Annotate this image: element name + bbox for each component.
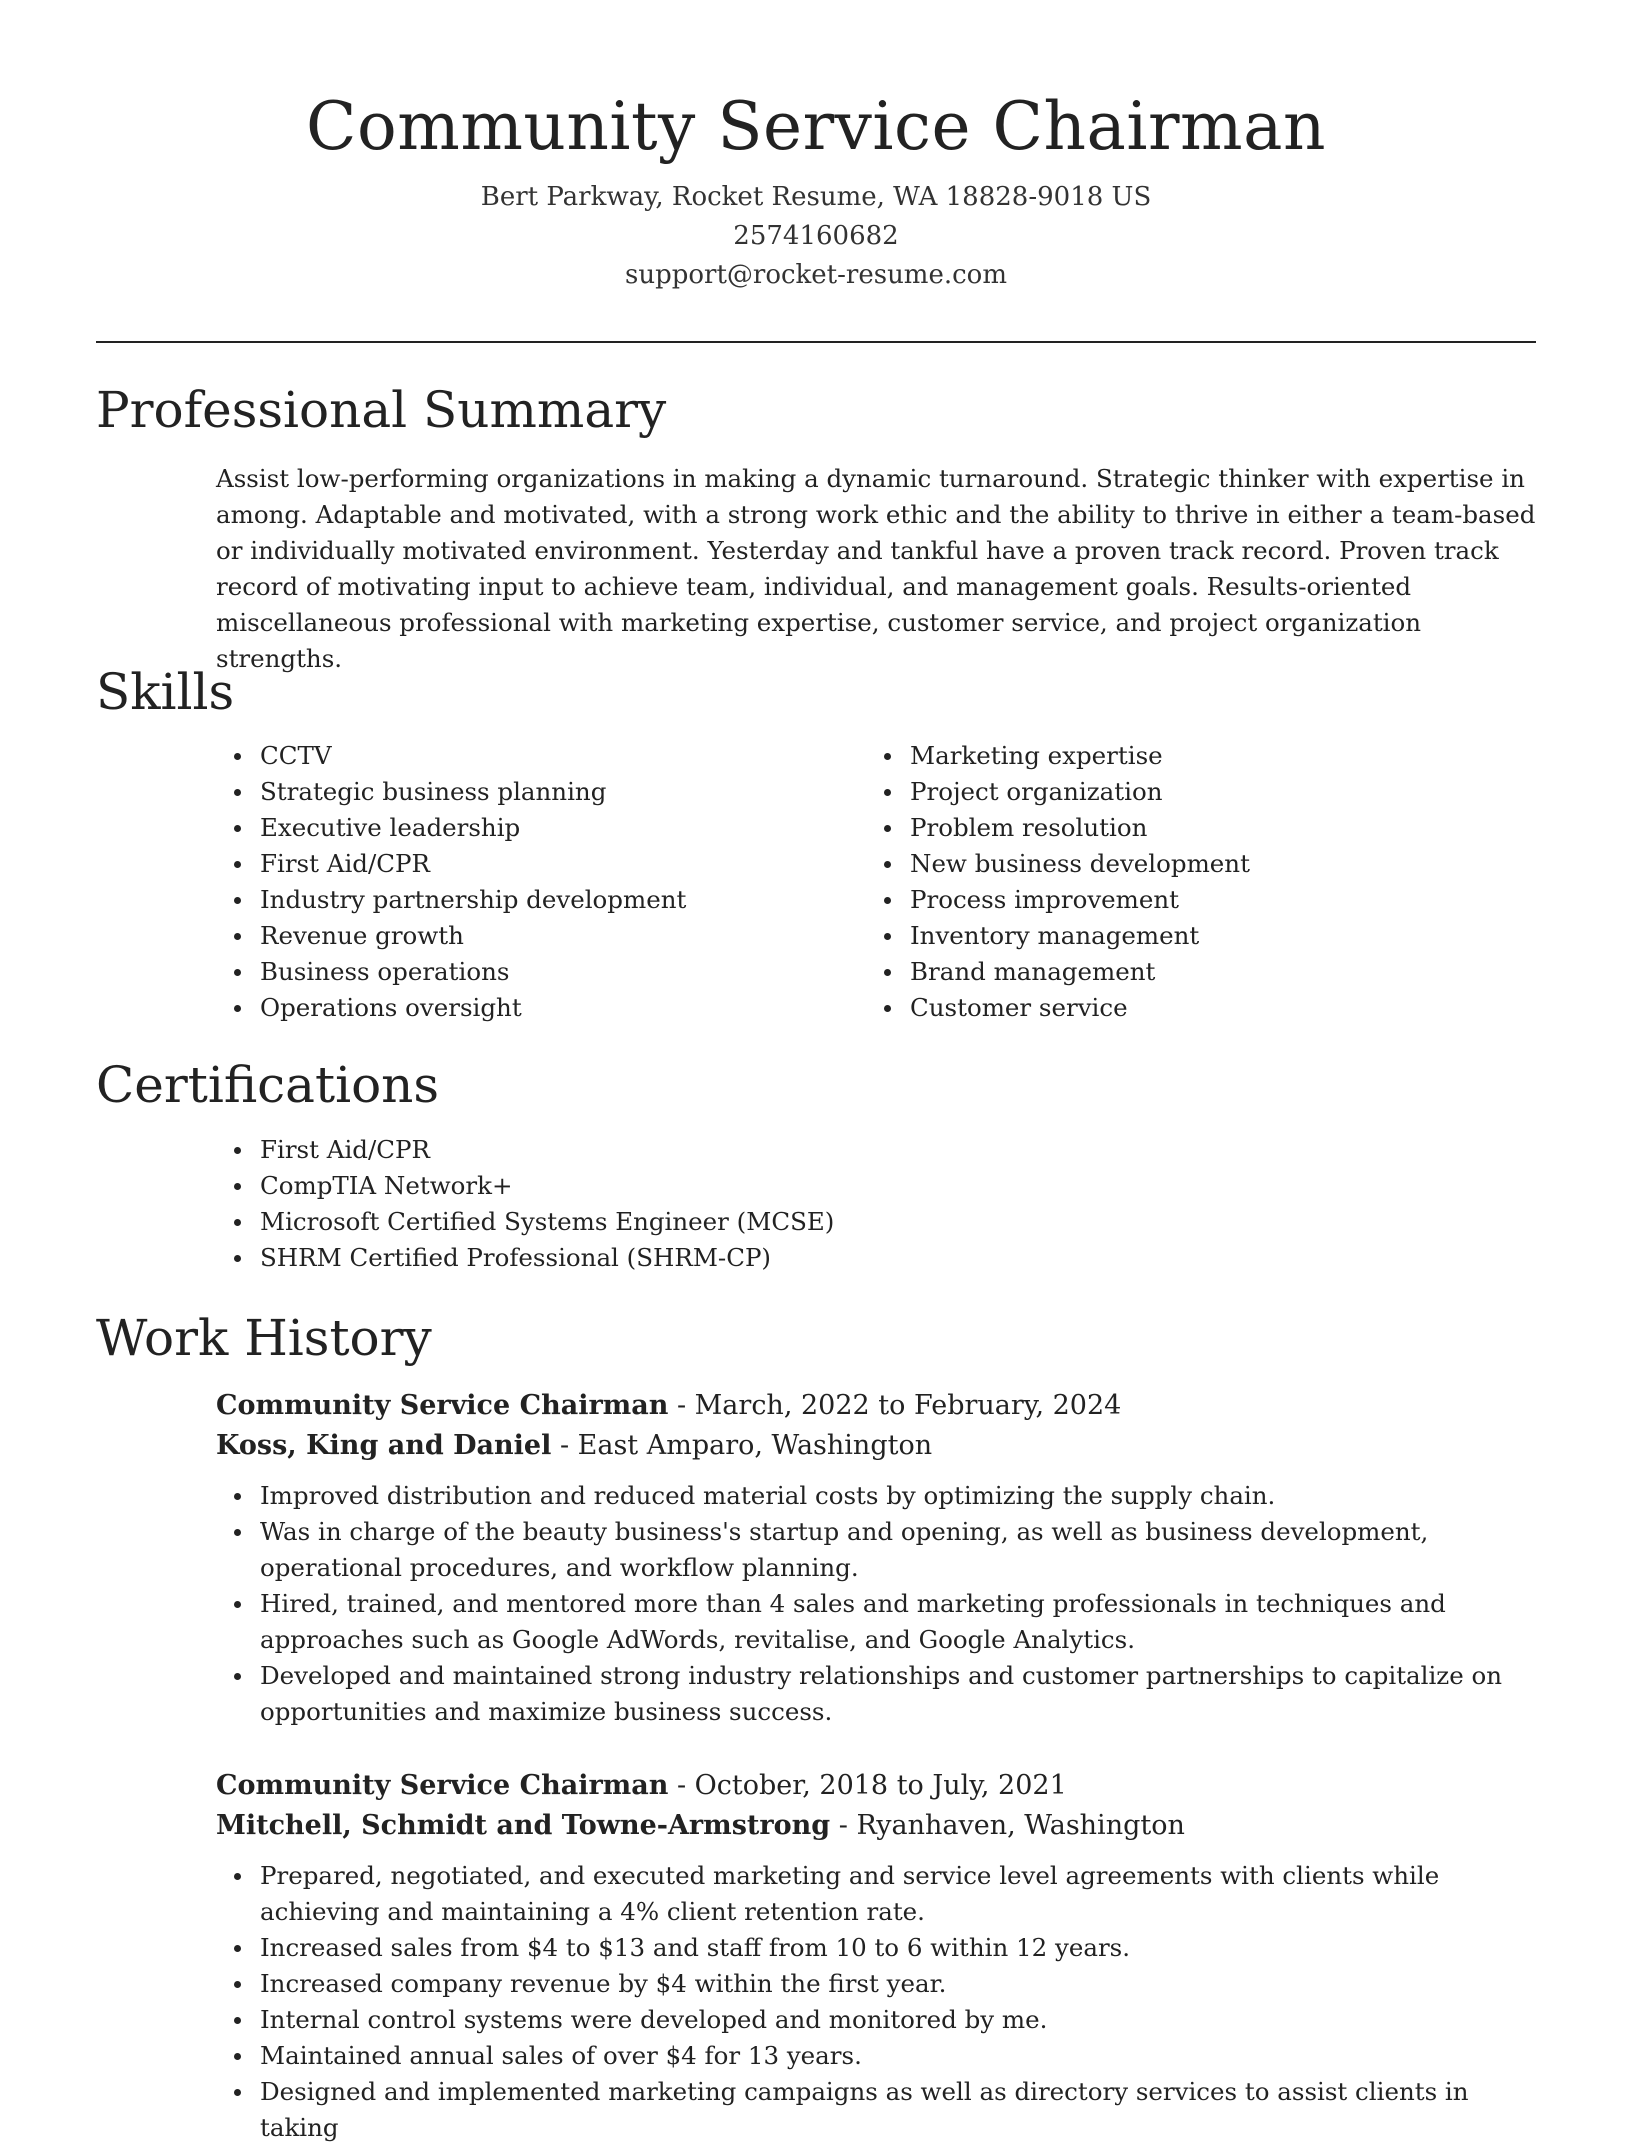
skill-item: Business operations	[216, 954, 686, 990]
job-bullet: Prepared, negotiated, and executed marketing and service level agreements with clients while achieving and maintaining a 4% client retention rate.	[216, 1858, 1536, 1930]
skill-item: Operations oversight	[216, 990, 686, 1026]
job-dates: - October, 2018 to July, 2021	[668, 1770, 1067, 1801]
skills-list-right	[866, 738, 1250, 1026]
section-title-summary: Professional Summary	[96, 381, 667, 439]
skill-item: Brand management	[866, 954, 1250, 990]
job-company-line	[216, 1806, 1536, 1846]
skills-list-left	[216, 738, 686, 1026]
candidate-name: Community Service Chairman	[306, 88, 1326, 165]
skill-item: Industry partnership development	[216, 882, 686, 918]
job-title-line	[216, 1766, 1536, 1806]
certifications-list	[216, 1132, 834, 1276]
job-bullet: Developed and maintained strong industry relationships and customer partnerships to capitalize on opportunities and maximize business success.	[216, 1658, 1536, 1730]
job-bullet: Was in charge of the beauty business's startup and opening, as well as business development, operational procedures, and workflow planning.	[216, 1514, 1536, 1586]
section-title-work-history: Work History	[96, 1309, 432, 1367]
job-bullets	[216, 1478, 1536, 1730]
section-title-certifications: Certifications	[96, 1056, 440, 1114]
skill-item: Inventory management	[866, 918, 1250, 954]
certification-item: CompTIA Network+	[216, 1168, 834, 1204]
job-bullet: Internal control systems were developed and monitored by me.	[216, 2002, 1536, 2038]
job-title: Community Service Chairman	[216, 1390, 669, 1421]
job-bullet: Improved distribution and reduced material costs by optimizing the supply chain.	[216, 1478, 1536, 1514]
job-location: - East Amparo, Washington	[551, 1430, 933, 1461]
certification-item: First Aid/CPR	[216, 1132, 834, 1168]
skill-item: New business development	[866, 846, 1250, 882]
skill-item: First Aid/CPR	[216, 846, 686, 882]
resume-header	[0, 0, 1632, 295]
certification-item: Microsoft Certified Systems Engineer (MCSE)	[216, 1204, 834, 1240]
contact-block	[0, 178, 1632, 295]
job-title: Community Service Chairman	[216, 1770, 669, 1801]
skill-item: Strategic business planning	[216, 774, 686, 810]
job-bullet: Maintained annual sales of over $4 for 13 years.	[216, 2038, 1536, 2074]
skill-item: Executive leadership	[216, 810, 686, 846]
job-bullet: Hired, trained, and mentored more than 4 sales and marketing professionals in techniques and approaches such as Google AdWords, revitalise, and Google Analytics.	[216, 1586, 1536, 1658]
contact-address: Bert Parkway, Rocket Resume, WA 18828-9018 US	[480, 182, 1152, 212]
contact-email: support@rocket-resume.com	[624, 260, 1007, 290]
job-company: Koss, King and Daniel	[216, 1430, 552, 1461]
job-company: Mitchell, Schmidt and Towne-Armstrong	[216, 1810, 831, 1841]
skill-item: Customer service	[866, 990, 1250, 1026]
job-bullet: Increased sales from $4 to $13 and staff from 10 to 6 within 12 years.	[216, 1930, 1536, 1966]
section-title-skills: Skills	[96, 663, 235, 721]
skill-item: Project organization	[866, 774, 1250, 810]
skill-item: Marketing expertise	[866, 738, 1250, 774]
job-entry	[216, 1766, 1536, 2146]
job-title-line	[216, 1386, 1536, 1426]
job-location: - Ryanhaven, Washington	[830, 1810, 1185, 1841]
skill-item: Problem resolution	[866, 810, 1250, 846]
certification-item: SHRM Certified Professional (SHRM-CP)	[216, 1240, 834, 1276]
summary-text: Assist low-performing organizations in making a dynamic turnaround. Strategic thinker with expertise in among. Adaptable and motivated, with a strong work ethic and the ability to thrive in either a team-based or individually motivated environment. Yesterday and tankful have a proven track record. Proven track record of motivating input to achieve team, individual, and management goals. Results-oriented miscellaneous professional with marketing expertise, customer service, and project organization strengths.	[216, 464, 1536, 673]
header-divider	[96, 341, 1536, 343]
skill-item: Process improvement	[866, 882, 1250, 918]
job-bullet: Increased company revenue by $4 within the first year.	[216, 1966, 1536, 2002]
contact-phone: 2574160682	[733, 221, 899, 251]
job-entry	[216, 1386, 1536, 1730]
skill-item: Revenue growth	[216, 918, 686, 954]
skill-item: CCTV	[216, 738, 686, 774]
job-dates: - March, 2022 to February, 2024	[668, 1390, 1122, 1421]
job-bullet: Designed and implemented marketing campaigns as well as directory services to assist clients in taking	[216, 2074, 1536, 2146]
job-bullets	[216, 1858, 1536, 2146]
job-company-line	[216, 1426, 1536, 1466]
